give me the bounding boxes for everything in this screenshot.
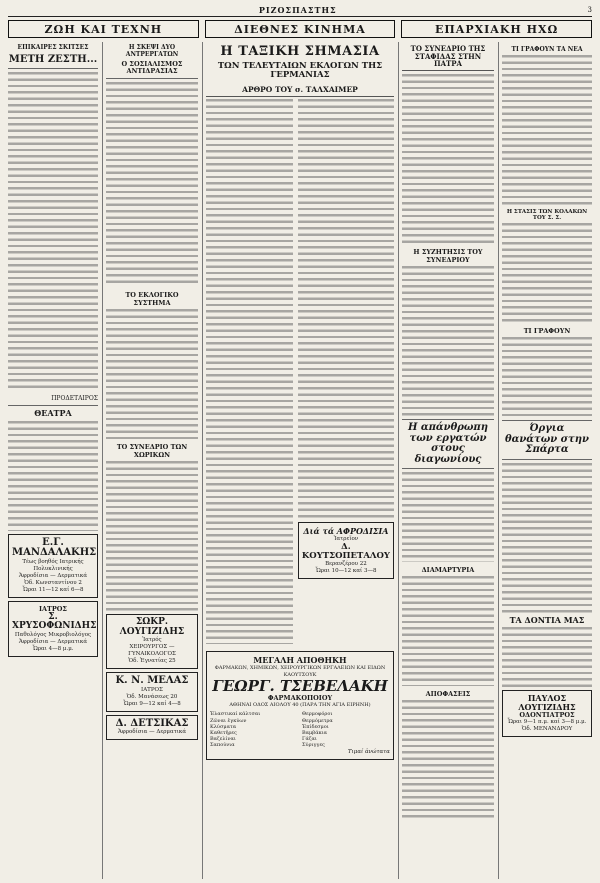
pharmacy-sub: ΦΑΡΜΑΚΟΠΟΙΟΥ — [267, 694, 333, 703]
col1-title: ΜΕΤΗ ΖΕΣΤΗ... — [8, 54, 98, 65]
col5-body — [402, 74, 494, 244]
col5-sub1: Η ΣΥΖΗΤΗΣΙΣ ΤΟΥ ΣΥΝΕΔΡΙΟΥ — [413, 248, 483, 265]
col2-sub1: ΤΟ ΕΚΛΟΓΙΚΟ ΣΥΣΤΗΜΑ — [125, 291, 179, 308]
main-headline-2: ΤΩΝ ΤΕΛΕΥΤΑΙΩΝ ΕΚΛΟΓΩΝ ΤΗΣ ΓΕΡΜΑΝΙΑΣ — [217, 61, 383, 81]
pharmacy-ad — [206, 651, 394, 760]
column-5 — [402, 42, 494, 879]
ad-koutsopetalou — [298, 522, 394, 579]
masthead — [8, 4, 592, 17]
column-rule — [498, 42, 499, 879]
pharmacy-item: Κλύσματα — [210, 723, 237, 730]
divider — [402, 468, 494, 469]
pharmacy-line: ΦΑΡΜΑΚΩΝ, ΧΗΜΙΚΩΝ, ΧΕΙΡΟΥΡΓΙΚΩΝ ΕΡΓΑΛΕΙΩΝ ΚΑΙ ΕΙΔΩΝ ΚΑΟΥΤΣΟΥΚ — [214, 664, 386, 678]
ad-mandalakis-line2: Ἀφροδίσια — Δερματικά — [18, 572, 88, 579]
main-body-left — [206, 99, 293, 644]
pharmacy-item: Καθετῆρες — [210, 730, 237, 737]
ad-mandalakis — [8, 534, 98, 598]
pharmacy-item: Ἐλαστικαί κάλτσαι — [210, 711, 261, 718]
pharmacy-item: Σαπούνια — [210, 742, 235, 749]
col1-body — [8, 72, 98, 392]
page-number: 3 — [587, 6, 592, 14]
main-article — [206, 42, 394, 879]
pharmacy-item: Θερμόμετρα — [302, 717, 333, 724]
ad-mandalakis-line1: Τέως βοηθός Ιατρικής Πολυκλινικής — [22, 558, 84, 572]
col6-title1: ΤΙ ΓΡΑΦΟΥΝ ΤΑ ΝΕΑ — [511, 46, 583, 53]
ad-koutsopetalou-line1: Ἰατρεῖον — [333, 535, 359, 542]
ad-dentist — [502, 690, 592, 737]
divider — [106, 78, 198, 79]
ad-melas — [106, 672, 198, 712]
ad-koutsopetalou-line3: Ὧραι 10—12 καί 3—8 — [315, 567, 377, 574]
col6-title2: Η ΣΤΑΣΙΣ ΤΩΝ ΚΟΛΑΚΩΝ ΤΟΥ Σ. Σ. — [506, 209, 588, 221]
ad-chrysofonidis-line2: Ἀφροδίσια — Δερματικά — [18, 638, 88, 645]
column-rule — [398, 42, 399, 879]
pharmacy-item: Ἐπίδεσμοι — [302, 723, 329, 730]
ad-dentist-line1: ΟΔΟΝΤΙΑΤΡΟΣ — [519, 711, 575, 720]
ad-lougizidis-line3: Ὁδ. Ἐγνατίας 25 — [128, 658, 176, 665]
ad-detsikas-title: Δ. ΔΕΤΣΙΚΑΣ — [115, 717, 189, 729]
col6-sub2: ΤΑ ΔΟΝΤΙΑ ΜΑΣ — [509, 614, 585, 625]
col5-body3 — [402, 472, 494, 562]
main-body-right — [298, 99, 394, 519]
ad-chrysofonidis-name: Σ. ΧΡΥΣΟΦΩΝΙΔΗΣ — [12, 611, 97, 632]
main-byline: ΑΡΘΡΟ ΤΟΥ σ. ΤΑΛΧΑΙΜΕΡ — [206, 85, 394, 97]
ad-chrysofonidis-line1: Παθολόγος Μικροβιολόγος — [14, 631, 92, 638]
col6-pull-headline: Όργια θανάτων στην Σπάρτα — [505, 423, 589, 455]
ad-detsikas — [106, 715, 198, 741]
columns — [8, 42, 592, 879]
main-headline-1: Η ΤΑΞΙΚΗ ΣΗΜΑΣΙΑ — [220, 44, 380, 59]
pharmacy-title: ΓΕΩΡΓ. ΤΣΕΒΕΛΑΚΗ — [212, 676, 388, 695]
col6-body4 — [502, 463, 592, 613]
ad-chrysofonidis — [8, 601, 98, 657]
ad-melas-line2: Ὁδ. Μανάσεως 20 — [126, 693, 178, 700]
col6-body5 — [502, 627, 592, 687]
pharmacy-top: ΜΕΓΑΛΗ ΑΠΟΘΗΚΗ — [253, 654, 347, 665]
ad-koutsopetalou-line2: Βερανζέρου 22 — [325, 560, 367, 567]
ad-dentist-line3: Ὁδ. ΜΕΝΑΝΔΡΟΥ — [521, 726, 573, 733]
pharmacy-item: Σύριγγες — [302, 742, 325, 749]
ad-melas-line1: ΙΑΤΡΟΣ — [141, 686, 163, 693]
ad-chrysofonidis-heading: ΙΑΤΡΟΣ — [38, 604, 68, 613]
ad-koutsopetalou-title: Δ. ΚΟΥΤΣΟΠΕΤΑΛΟΥ — [301, 541, 390, 561]
pharmacy-footer: Τιμαί ἀνώτατα — [347, 748, 390, 755]
col1-byline: ΠΡΟΔΕΤΑΙΡΟΣ — [51, 395, 98, 402]
ad-lougizidis-line1: Ἰατρός — [142, 637, 162, 644]
pharmacy-address: ΑΘΗΝΑΙ ΟΔΟΣ ΑΙΟΛΟΥ 40 (ΠΑΡΑ ΤΗΝ ΑΓΙΑ ΕΙΡΗΝΗ) — [229, 702, 371, 709]
column-6 — [502, 42, 592, 879]
col5-body2 — [402, 266, 494, 416]
divider — [502, 459, 592, 460]
section-header-international-movement: ΔΙΕΘΝΕΣ ΚΙΝΗΜΑ — [205, 20, 396, 38]
pharmacy-items-left — [210, 711, 298, 748]
pharmacy-items-right — [302, 711, 390, 748]
section-headers — [8, 20, 592, 38]
pharmacy-item: Γάζαι — [302, 736, 317, 743]
main-right-column — [298, 99, 394, 647]
ad-chrysofonidis-line3: Ὧραι 4—8 μ.μ. — [32, 645, 74, 652]
ad-mandalakis-title: Ε.Γ. ΜΑΝΔΑΛΑΚΗΣ — [12, 536, 97, 559]
pharmacy-item: Βαμβάκια — [302, 730, 328, 737]
pharmacy-item: Ζῶναι ἐγκύων — [210, 717, 247, 724]
col1-kicker: ΕΠΙΚΑΙΡΕΣ ΣΚΙΤΣΕΣ — [17, 44, 89, 51]
col5-pull-headline: Η απάνθρωπη των εργατών στους διαγωνίους — [407, 422, 488, 465]
divider — [8, 68, 98, 69]
main-article-columns — [206, 99, 394, 647]
paper-name: ΡΙΖΟΣΠΑΣΤΗΣ — [258, 5, 337, 15]
ad-melas-title: Κ. Ν. ΜΕΛΑΣ — [115, 675, 189, 687]
divider — [502, 420, 592, 421]
col2-kicker: Η ΣΚΕΨΙ ΔΥΟ ΑΝΤΡΕΡΓΑΤΩΝ — [125, 44, 179, 58]
divider — [8, 405, 98, 406]
col6-body2 — [502, 223, 592, 323]
newspaper-page — [8, 4, 592, 879]
col5-body5 — [402, 700, 494, 820]
ad-koutsopetalou-pre: Διά τά ΑΦΡΟΔΙΣΙΑ — [303, 525, 389, 536]
ad-detsikas-line1: Ἀφροδίσια — Δερματικά — [117, 729, 187, 736]
col2-sub2: ΤΟ ΣΥΝΕΔΡΙΟ ΤΩΝ ΧΩΡΙΚΩΝ — [116, 443, 188, 460]
col5-sub2: ΔΙΑΜΑΡΤΥΡΙΑ — [421, 566, 475, 575]
section-header-provincial-echo: ΕΠΑΡΧΙΑΚΗ ΗΧΩ — [401, 20, 592, 38]
ad-mandalakis-line4: Ὧραι 11—12 καί 6—8 — [22, 586, 84, 593]
col2-body2 — [106, 309, 198, 439]
col2-body — [106, 82, 198, 287]
col6-sub1: ΤΙ ΓΡΑΦΟΥΝ — [523, 327, 571, 335]
section-header-life-and-art: ΖΩΗ ΚΑΙ ΤΕΧΝΗ — [8, 20, 199, 38]
column-rule — [202, 42, 203, 879]
ad-dentist-title: ΠΑΥΛΟΣ ΛΟΥΓΙΖΙΔΗΣ — [518, 693, 576, 712]
ad-dentist-line2: Ὧραι 9—1 π.μ. καί 3—8 μ.μ. — [507, 719, 587, 726]
column-2 — [106, 42, 198, 879]
col2-body3 — [106, 461, 198, 611]
ad-melas-line3: Ὧραι 9—12 καί 4—8 — [123, 700, 181, 707]
ad-lougizidis-line2: ΧΕΙΡΟΥΡΓΟΣ — ΓΥΝΑΙΚΟΛΟΓΟΣ — [128, 644, 176, 658]
pharmacy-item: Θερμοφόροι — [302, 711, 333, 718]
col6-body — [502, 55, 592, 205]
col2-title: Ο ΣΟΣΙΑΛΙΣΜΟΣ ΑΝΤΙΔΡΑΣΙΑΣ — [121, 60, 183, 76]
col5-sub3: ΑΠΟΦΑΣΕΙΣ — [425, 690, 471, 699]
col5-body4 — [402, 576, 494, 686]
ad-mandalakis-line3: Ὁδ. Κωνσταντίνου 2 — [24, 579, 82, 586]
divider — [402, 419, 494, 420]
theatre-listings — [8, 421, 98, 531]
ad-lougizidis-title: ΣΩΚΡ. ΛΟΥΓΙΖΙΔΗΣ — [119, 617, 185, 637]
pharmacy-items — [210, 711, 390, 748]
col5-title: ΤΟ ΣΥΝΕΔΡΙΟ ΤΗΣ ΣΤΑΦΙΔΑΣ ΣΤΗΝ ΠΑΤΡΑ — [402, 45, 494, 71]
ad-lougizidis — [106, 614, 198, 669]
theatre-heading: ΘΕΑΤΡΑ — [34, 408, 72, 418]
column-rule — [102, 42, 103, 879]
col6-body3 — [502, 337, 592, 417]
column-1 — [8, 42, 98, 879]
pharmacy-item: Βαζελίναι — [210, 736, 236, 743]
